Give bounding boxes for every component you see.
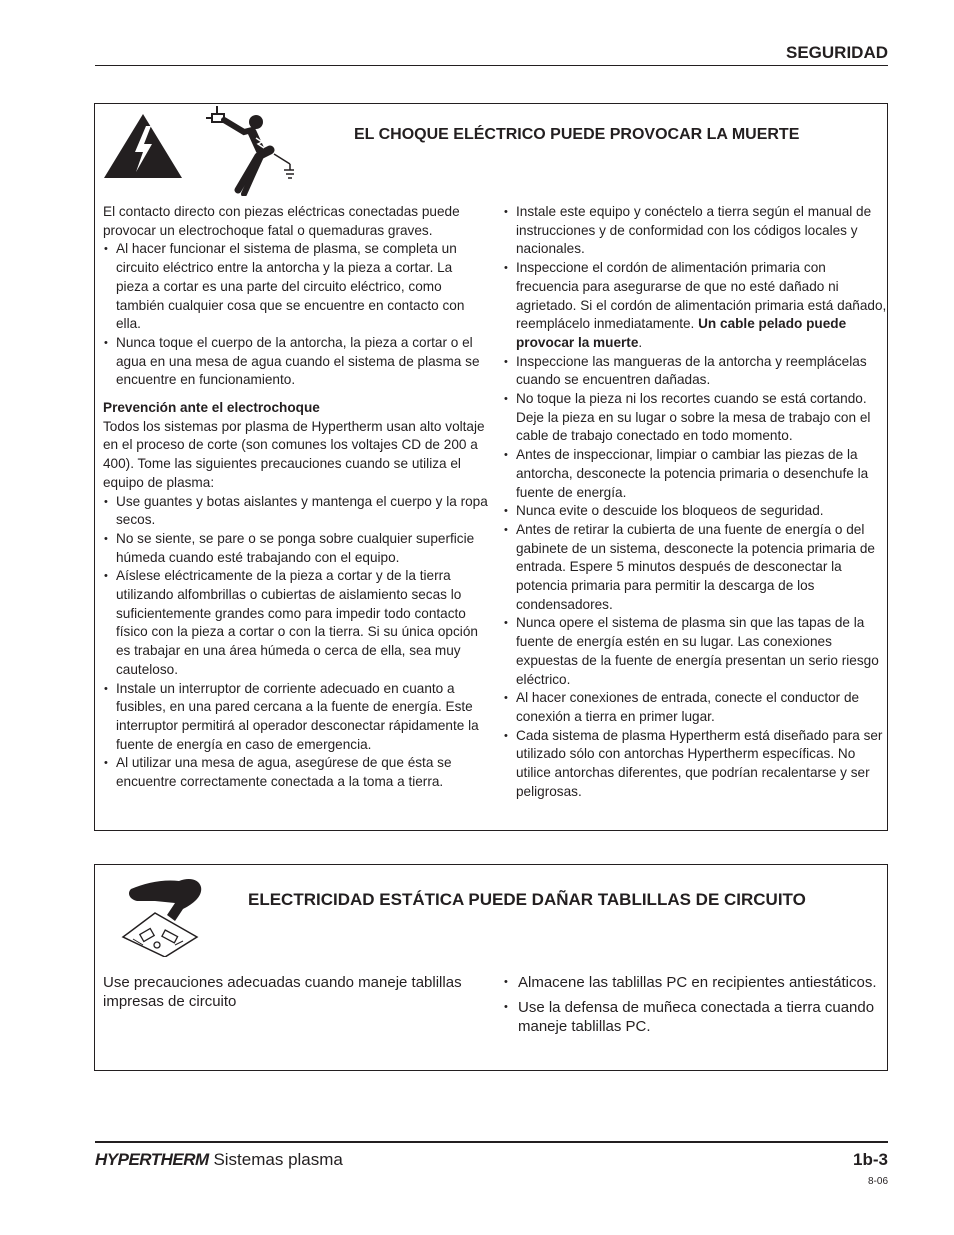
right-column <box>503 203 888 802</box>
electric-shock-warning-panel <box>94 103 888 831</box>
list-item: • Nunca evite o descuide los bloqueos de seguridad. <box>503 502 888 521</box>
list-item-end: . <box>638 334 643 350</box>
right-bullet-list <box>503 973 883 1036</box>
intro-text: El contacto directo con piezas eléctricas conectadas puede provocar un electrochoque fatal o quemaduras graves. <box>103 204 460 238</box>
page-number: 1b-3 <box>853 1150 888 1169</box>
intro-bullet-list <box>103 240 488 390</box>
list-item: • Instale este equipo y conéctelo a tierra según el manual de instrucciones y de conformidad con los códigos locales y nacionales. <box>503 203 888 259</box>
list-item: • No se siente, se pare o se ponga sobre cualquier superficie húmeda cuando esté trabajando con el equipo. <box>103 530 488 567</box>
electric-shock-person-icon <box>204 104 294 196</box>
section-title: SEGURIDAD <box>785 43 888 62</box>
list-item: • Inspeccione las mangueras de la antorcha y reemplácelas cuando se encuentren dañadas. <box>503 353 888 390</box>
brand-logo: HYPERTHERM <box>95 1150 209 1169</box>
right-bullet-list <box>503 203 888 802</box>
intro-text: Use precauciones adecuadas cuando maneje tablillas impresas de circuito <box>103 974 462 1010</box>
list-item: • Nunca toque el cuerpo de la antorcha, la pieza a cortar o el agua en una mesa de agua cuando el sistema de plasma se encuentre en funcionamiento. <box>103 334 488 390</box>
left-column <box>103 203 488 792</box>
list-item: • Instale un interruptor de corriente adecuado en cuanto a fusibles, en una pared cercana a la fuente de energía. Este interruptor permitirá al operador desconectar rápidamente la fuente de energía en caso de emergencia. <box>103 680 488 755</box>
prevention-heading: Prevención ante el electrochoque <box>103 400 320 416</box>
footer-brand <box>95 1150 343 1170</box>
list-item: • Antes de inspeccionar, limpiar o cambiar las piezas de la antorcha, desconecte la potencia primaria o desenchufe la fuente de energía. <box>503 446 888 502</box>
revision-date: 8-06 <box>867 1176 888 1187</box>
left-column <box>103 973 463 1011</box>
list-item: • Aíslese eléctricamente de la pieza a cortar y de la tierra utilizando alfombrillas o cubiertas de aislamiento secas lo suficientemente grandes como para impedir todo contacto físico con la pieza a cortar o con la tierra. Si su única opción es trabajar en una área húmeda o cerca de ella, sea muy cauteloso. <box>103 567 488 679</box>
right-column <box>503 973 883 1042</box>
list-item: • Almacene las tablillas PC en recipientes antiestáticos. <box>503 973 883 992</box>
list-item-text: Inspeccione el cordón de alimentación primaria con frecuencia para asegurarse de que no esté dañado ni agrietado. Si el cordón de alimentación primaria está dañado, reemplácelo inmediatamente. <box>516 260 887 332</box>
list-item-emphasis: Un cable pelado puede provocar la muerte <box>516 316 847 350</box>
panel-title: EL CHOQUE ELÉCTRICO PUEDE PROVOCAR LA MUERTE <box>354 126 800 143</box>
list-item: • Al utilizar una mesa de agua, asegúrese de que ésta se encuentre correctamente conectada a la toma a tierra. <box>103 754 488 791</box>
list-item: • Use guantes y botas aislantes y mantenga el cuerpo y la ropa secos. <box>103 493 488 530</box>
panel-title: ELECTRICIDAD ESTÁTICA PUEDE DAÑAR TABLILLAS DE CIRCUITO <box>248 890 806 909</box>
prevention-text: Todos los sistemas por plasma de Hypertherm usan alto voltaje en el proceso de corte (son comunes los voltajes CD de 200 a 400). Tome las siguientes precauciones cuando se utiliza el equipo de plasma: <box>103 418 485 490</box>
warning-triangle-lightning-icon <box>102 112 184 180</box>
header-divider <box>95 65 888 66</box>
list-item: • Al hacer conexiones de entrada, conecte el conductor de conexión a tierra en primer lugar. <box>503 689 888 726</box>
prevention-bullet-list <box>103 493 488 792</box>
static-electricity-warning-panel <box>94 864 888 1071</box>
list-item <box>503 259 888 353</box>
list-item: • No toque la pieza ni los recortes cuando se está cortando. Deje la pieza en su lugar o sobre la mesa de trabajo con el cable de trabajo conectado en todo momento. <box>503 390 888 446</box>
product-name: Sistemas plasma <box>213 1150 343 1169</box>
list-item: • Al hacer funcionar el sistema de plasma, se completa un circuito eléctrico entre la antorcha y la pieza a cortar. La pieza a cortar es una parte del circuito eléctrico, como también cualquier cosa que se encuentre en contacto con ella. <box>103 240 488 334</box>
list-item: • Use la defensa de muñeca conectada a tierra cuando maneje tablillas PC. <box>503 998 883 1036</box>
footer-divider <box>95 1141 888 1143</box>
list-item: • Antes de retirar la cubierta de una fuente de energía o del gabinete de un sistema, desconecte la potencia primaria de entrada. Espere 5 minutos después de desconectar la potencia primaria para permitir la descarga de los condensadores. <box>503 521 888 615</box>
hand-circuit-board-static-icon <box>119 875 209 957</box>
list-item: • Cada sistema de plasma Hypertherm está diseñado para ser utilizado sólo con antorchas Hypertherm específicas. No utilice antorchas diferentes, que podrían recalentarse y ser peligrosas. <box>503 727 888 802</box>
list-item: • Nunca opere el sistema de plasma sin que las tapas de la fuente de energía estén en su lugar. Las conexiones expuestas de la fuente de energía presentan un serio riesgo eléctrico. <box>503 614 888 689</box>
